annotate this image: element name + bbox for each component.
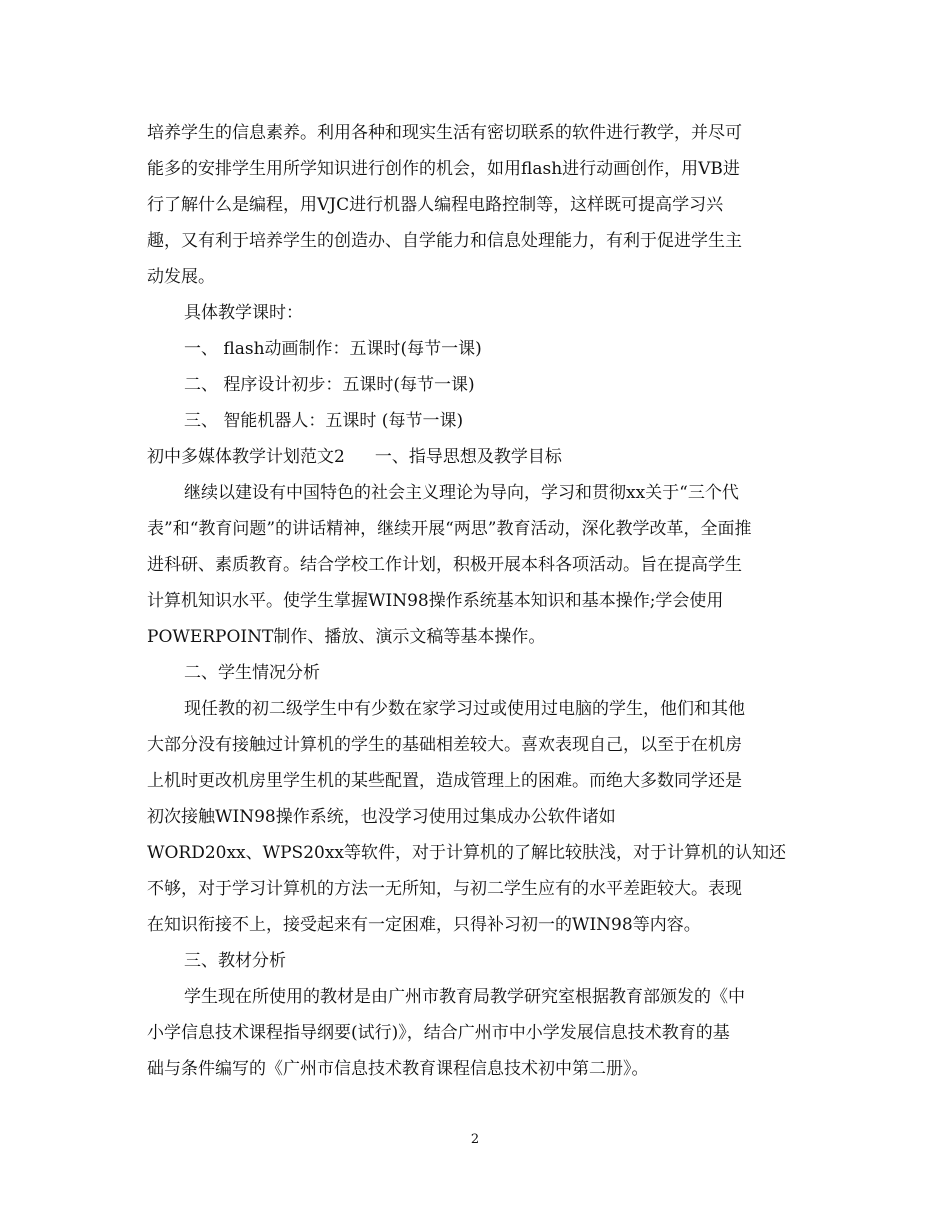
paragraph-line: 学生现在所使用的教材是由广州市教育局教学研究室根据教育部颁发的《中: [184, 987, 745, 1007]
paragraph-line: 进科研、素质教育。结合学校工作计划，积极开展本科各项活动。旨在提高学生: [147, 555, 742, 575]
page-number: 2: [470, 1132, 480, 1147]
document-title: 初中多媒体教学计划范文2: [147, 447, 345, 467]
paragraph-line: 计算机知识水平。使学生掌握WIN98操作系统基本知识和基本操作;学会使用: [147, 591, 724, 611]
paragraph-line: 继续以建设有中国特色的社会主义理论为导向，学习和贯彻xx关于“三个代: [184, 483, 739, 503]
paragraph-line: 大部分没有接触过计算机的学生的基础相差较大。喜欢表现自己，以至于在机房: [147, 735, 742, 755]
section-heading-line: 三、 智能机器人：五课时 (每节一课): [184, 411, 464, 431]
document-body: [147, 115, 807, 1087]
section-heading-line: 二、学生情况分析: [184, 663, 320, 683]
paragraph-line: 表”和“教育问题”的讲话精神，继续开展“两思”教育活动，深化教学改革，全面推: [147, 519, 752, 539]
paragraph-line: WORD20xx、WPS20xx等软件，对于计算机的了解比较肤浅，对于计算机的认知还: [147, 843, 787, 863]
section-title-line: [147, 439, 807, 475]
paragraph-line: 行了解什么是编程，用VJC进行机器人编程电路控制等，这样既可提高学习兴: [147, 195, 724, 215]
paragraph-line: 能多的安排学生用所学知识进行创作的机会，如用flash进行动画创作，用VB进: [147, 159, 740, 179]
paragraph-line: 趣，又有利于培养学生的创造办、自学能力和信息处理能力，有利于促进学生主: [147, 231, 742, 251]
section-heading-line: 二、 程序设计初步：五课时(每节一课): [184, 375, 475, 395]
paragraph-line: 不够，对于学习计算机的方法一无所知，与初二学生应有的水平差距较大。表现: [147, 879, 742, 899]
paragraph-line: 现任教的初二级学生中有少数在家学习过或使用过电脑的学生，他们和其他: [184, 699, 745, 719]
section-heading-line: 一、 flash动画制作：五课时(每节一课): [184, 339, 482, 359]
section-heading-line: 三、教材分析: [184, 951, 286, 971]
section-heading: 一、指导思想及教学目标: [374, 447, 562, 467]
paragraph-line: 动发展。: [147, 267, 215, 287]
paragraph-line: 初次接触WIN98操作系统，也没学习使用过集成办公软件诸如: [147, 807, 616, 827]
section-heading-line: 具体教学课时：: [184, 303, 303, 323]
paragraph-line: 小学信息技术课程指导纲要(试行)》，结合广州市中小学发展信息技术教育的基: [147, 1023, 730, 1043]
paragraph-line: 础与条件编写的《广州市信息技术教育课程信息技术初中第二册》。: [147, 1059, 649, 1079]
paragraph-line: 培养学生的信息素养。利用各种和现实生活有密切联系的软件进行教学，并尽可: [147, 123, 742, 143]
paragraph-line: POWERPOINT制作、播放、演示文稿等基本操作。: [147, 627, 546, 647]
paragraph-line: 上机时更改机房里学生机的某些配置，造成管理上的困难。而绝大多数同学还是: [147, 771, 742, 791]
paragraph-line: 在知识衔接不上，接受起来有一定困难，只得补习初一的WIN98等内容。: [147, 915, 701, 935]
